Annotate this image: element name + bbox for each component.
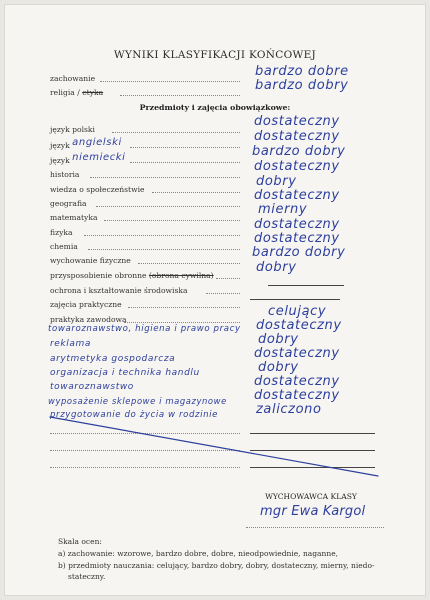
subject-label-business-arithmetic: arytmetyka gospodarcza [50,354,176,364]
page-title: WYNIKI KLASYFIKACJI KOŃCOWEJ [113,49,317,61]
grade-english: dostateczny [254,129,340,144]
subject-label-civics: wiedza o społeczeństwie [50,185,145,194]
grade-german: bardzo dobry [252,144,346,159]
subject-label-english: język angielski [50,137,122,150]
grade-store-equipment: dostateczny [254,388,340,403]
religion-label: religia / etyka [50,88,104,97]
class-teacher-heading: WYCHOWAWCA KLASY [265,492,357,501]
subject-label-advertising: reklama [50,339,91,349]
subjects-heading: Przedmioty i zajęcia obowiązkowe: [139,103,291,112]
grading-scale-subjects-cont: stateczny. [68,572,106,581]
grade-advertising: dobry [258,332,299,347]
subject-label-environment: ochrona i kształtowanie środowiska [50,286,188,295]
grade-civics: dobry [256,174,297,189]
grade-physics: dostateczny [254,217,340,232]
subject-label-family-life: przygotowanie do życia w rodzinie [50,410,219,420]
grade-commodity-science: dostateczny [254,374,340,389]
subject-label-polish: język polski [50,125,95,134]
subject-label-trade-organisation: organizacja i technika handlu [50,368,200,378]
teacher-signature: mgr Ewa Kargol [260,504,366,519]
subject-label-history: historia [50,170,80,179]
grade-geography: dostateczny [254,188,340,203]
grade-chemistry: dostateczny [254,231,340,246]
subject-label-chemistry: chemia [50,242,78,251]
subject-label-commodity-hygiene-law: towaroznawstwo, higiena i prawo pracy [48,324,241,334]
subject-label-defence: przysposobienie obronne (obrona cywilna) [50,271,214,280]
subject-label-store-equipment: wyposażenie sklepowe i magazynowe [48,396,227,406]
grading-scale-heading: Skala ocen: [58,537,102,546]
grade-internship: celujący [268,304,327,319]
grade-maths: mierny [258,202,308,217]
subject-label-physics: fizyka [50,228,73,237]
behaviour-label: zachowanie [50,74,96,83]
grade-defence: dobry [256,260,297,275]
religion-grade: bardzo dobry [255,78,349,93]
signature-dotted-line [246,527,384,528]
subject-label-german: język niemiecki [50,152,126,165]
grade-business-arithmetic: dostateczny [254,346,340,361]
subject-label-geography: geografia [50,199,87,208]
grade-trade-organisation: dobry [258,360,299,375]
subject-label-pe: wychowanie fizyczne [50,256,131,265]
grade-commodity-hygiene-law: dostateczny [256,318,342,333]
behaviour-grade: bardzo dobre [255,64,349,79]
grade-pe: bardzo dobry [252,245,346,260]
grading-scale-behaviour: a) zachowanie: wzorowe, bardzo dobre, dobre, nieodpowiednie, naganne, [58,549,339,558]
subject-label-commodity-science: towaroznawstwo [50,382,134,392]
grading-scale-subjects: b) przedmioty nauczania: celujący, bardzo dobry, dobry, dostateczny, mierny, niedo- [58,561,375,570]
grade-family-life: zaliczono [256,402,322,417]
grade-polish: dostateczny [254,114,340,129]
subject-label-maths: matematyka [50,213,98,222]
subject-label-internship: praktyka zawodowa [50,315,127,324]
subject-label-practical-classes: zajęcia praktyczne [50,300,122,309]
grade-history: dostateczny [254,159,340,174]
